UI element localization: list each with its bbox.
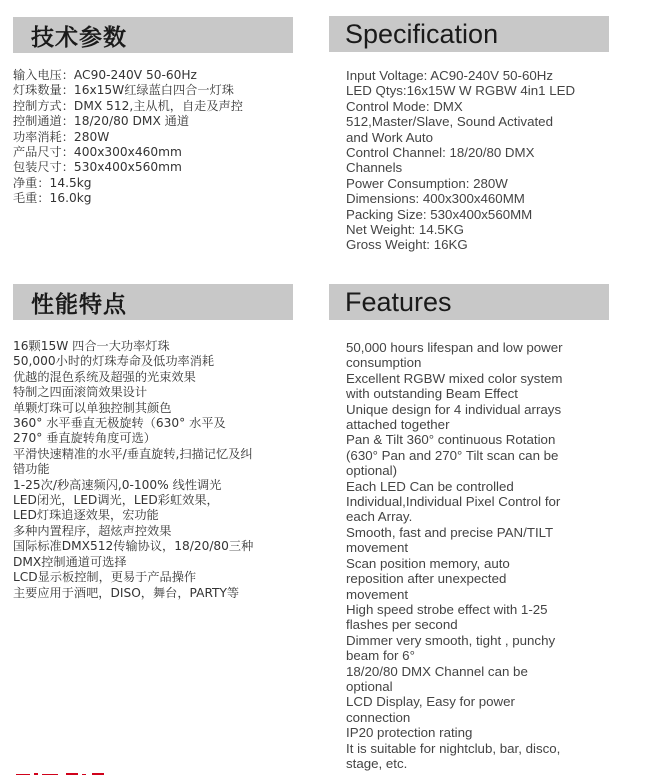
list-item: each Array. (346, 509, 413, 525)
list-item: optional (346, 678, 393, 694)
spec-en-list (346, 68, 666, 253)
spec-en-title: Specification (345, 18, 499, 49)
features-en-list (346, 340, 666, 771)
list-item: attached together (346, 417, 450, 433)
list-item: 控制方式：DMX 512,主从机，自走及声控 (13, 98, 243, 113)
list-item: 错功能 (13, 462, 50, 477)
list-item: Excellent RGBW mixed color system (346, 370, 563, 386)
list-item: IP20 protection rating (346, 725, 473, 741)
spec-en-banner (329, 16, 609, 52)
list-item: stage, etc. (346, 755, 408, 771)
list-item: reposition after unexpected (346, 571, 507, 587)
list-item: 50,000 hours lifespan and low power (346, 340, 563, 355)
list-item: 毛重：16.0kg (13, 191, 92, 206)
list-item: 1-25次/秒高速频闪,0-100% 线性调光 (13, 477, 222, 492)
features-cn-title: 性能特点 (31, 291, 127, 318)
list-item: and Work Auto (346, 129, 433, 145)
list-item: 产品尺寸：400x300x460mm (13, 145, 182, 160)
list-item: 功率消耗：280W (13, 129, 110, 144)
list-item: 单颗灯珠可以单独控制其颜色 (13, 400, 172, 415)
list-item: 灯珠数量：16x15W红绿蓝白四合一灯珠 (13, 83, 234, 98)
list-item: 多种内置程序，超炫声控效果 (13, 523, 172, 538)
features-en-title: Features (345, 286, 452, 317)
list-item: DMX控制通道可选择 (13, 554, 127, 569)
spec-cn-title: 技术参数 (31, 24, 127, 51)
list-item: connection (346, 709, 411, 725)
list-item: Input Voltage: AC90-240V 50-60Hz (346, 68, 553, 83)
list-item: 包装尺寸：530x400x560mm (13, 160, 182, 175)
list-item: 270° 垂直旋转角度可选） (13, 431, 156, 446)
cropped-red-heading-glyphs (14, 770, 109, 775)
list-item: Packing Size: 530x400x560MM (346, 206, 533, 222)
features-en-banner (329, 284, 609, 320)
list-item: Net Weight: 14.5KG (346, 222, 465, 238)
list-item: 平滑快速精准的水平/垂直旋转,扫描记忆及纠 (13, 446, 253, 461)
list-item: LED Qtys:16x15W W RGBW 4in1 LED (346, 83, 576, 99)
list-item: 控制通道：18/20/80 DMX 通道 (13, 114, 190, 129)
list-item: LED灯珠追逐效果，宏功能 (13, 508, 159, 523)
list-item: 输入电压：AC90-240V 50-60Hz (13, 68, 197, 82)
list-item: 360° 水平垂直无极旋转（630° 水平及 (13, 416, 226, 431)
list-item: LED闭光，LED调光，LED彩虹效果， (13, 493, 219, 508)
list-item: consumption (346, 355, 422, 371)
list-item: Gross Weight: 16KG (346, 237, 468, 253)
list-item: It is suitable for nightclub, bar, disco, (346, 740, 561, 756)
spec-cn-banner (13, 17, 293, 53)
list-item: (630° Pan and 270° Tilt scan can be (346, 447, 559, 463)
list-item: Smooth, fast and precise PAN/TILT (346, 524, 554, 540)
list-item: 优越的混色系统及超强的光束效果 (13, 369, 196, 384)
spec-cn-list (13, 68, 313, 207)
list-item: Control Channel: 18/20/80 DMX (346, 145, 535, 161)
list-item: Scan position memory, auto (346, 555, 510, 571)
list-item: 18/20/80 DMX Channel can be (346, 663, 528, 679)
list-item: 50,000小时的灯珠寿命及低功率消耗 (13, 354, 215, 369)
list-item: with outstanding Beam Effect (346, 386, 518, 402)
list-item: Channels (346, 160, 403, 176)
features-cn-banner (13, 284, 293, 320)
list-item: Pan & Tilt 360° continuous Rotation (346, 432, 556, 448)
list-item: optional) (346, 463, 398, 479)
list-item: 512,Master/Slave, Sound Activated (346, 114, 553, 130)
list-item: Dimensions: 400x300x460MM (346, 191, 525, 207)
list-item: 主要应用于酒吧，DISO，舞台，PARTY等 (13, 585, 240, 600)
list-item: Individual,Individual Pixel Control for (346, 494, 561, 510)
list-item: flashes per second (346, 617, 458, 633)
list-item: Dimmer very smooth, tight , punchy (346, 632, 556, 648)
list-item: Unique design for 4 individual arrays (346, 401, 562, 417)
list-item: LCD Display, Easy for power (346, 694, 515, 710)
list-item: movement (346, 540, 409, 556)
list-item: 国际标准DMX512传输协议，18/20/80三种 (13, 539, 254, 554)
features-cn-list (13, 339, 313, 601)
list-item: 16颗15W 四合一大功率灯珠 (13, 339, 170, 353)
list-item: 净重：14.5kg (13, 175, 92, 190)
list-item: Control Mode: DMX (346, 98, 463, 114)
list-item: Each LED Can be controlled (346, 478, 514, 494)
list-item: movement (346, 586, 409, 602)
list-item: Power Consumption: 280W (346, 175, 508, 191)
list-item: beam for 6° (346, 648, 415, 664)
list-item: LCD显示板控制，更易于产品操作 (13, 570, 197, 585)
cropped-red-heading (14, 765, 109, 775)
list-item: High speed strobe effect with 1-25 (346, 601, 548, 617)
list-item: 特制之四面滚筒效果设计 (13, 385, 148, 400)
